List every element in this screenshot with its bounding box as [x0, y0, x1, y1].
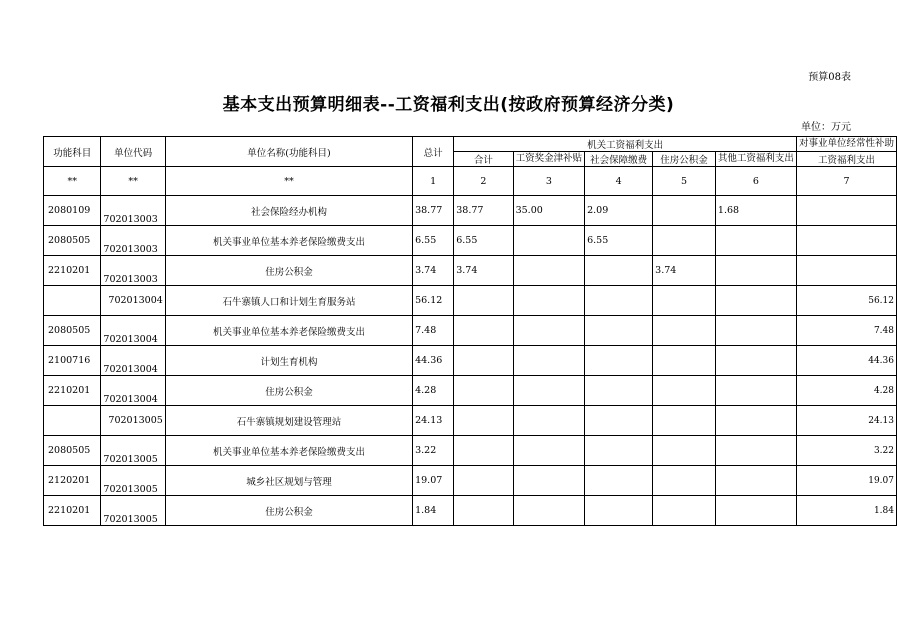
page-title: 基本支出预算明细表--工资福利支出(按政府预算经济分类): [222, 95, 675, 115]
unit-name-cell: 住房公积金: [165, 376, 412, 406]
sum-cell: [454, 346, 513, 376]
unit-code-cell: 702013004: [101, 316, 165, 346]
table-row: [44, 376, 897, 406]
other-cell: [715, 406, 796, 436]
sum-cell: [454, 286, 513, 316]
header-group-subsidy: 对事业单位经常性补助: [796, 137, 896, 152]
func-code-cell: 2080505: [44, 436, 101, 466]
subsidy-wage-cell: [796, 226, 896, 256]
wage-cell: [513, 496, 585, 526]
unit-code-cell: 702013005: [101, 436, 165, 466]
table-row: [44, 496, 897, 526]
unit-code-cell: 702013005: [101, 466, 165, 496]
index-cell: 1: [413, 167, 454, 196]
func-code-cell: [44, 286, 101, 316]
func-code-cell: 2210201: [44, 376, 101, 406]
social-cell: [585, 376, 653, 406]
sum-cell: [454, 376, 513, 406]
unit-name-cell: 石牛寨镇规划建设管理站: [165, 406, 412, 436]
housing-cell: [653, 316, 716, 346]
func-code-cell: 2080505: [44, 226, 101, 256]
social-cell: [585, 406, 653, 436]
sum-cell: [454, 316, 513, 346]
housing-cell: [653, 196, 716, 226]
func-code-cell: 2100716: [44, 346, 101, 376]
housing-cell: [653, 376, 716, 406]
total-cell: 56.12: [413, 286, 454, 316]
func-code-cell: 2080109: [44, 196, 101, 226]
other-cell: [715, 496, 796, 526]
unit-name-cell: 住房公积金: [165, 256, 412, 286]
func-code-cell: 2210201: [44, 496, 101, 526]
table-row: [44, 196, 897, 226]
wage-cell: [513, 436, 585, 466]
index-cell: **: [44, 167, 101, 196]
other-cell: [715, 466, 796, 496]
header-sum: 合计: [454, 152, 513, 167]
unit-name-cell: 计划生育机构: [165, 346, 412, 376]
unit-name-cell: 机关事业单位基本养老保险缴费支出: [165, 226, 412, 256]
subsidy-wage-cell: 56.12: [796, 286, 896, 316]
sum-cell: [454, 466, 513, 496]
social-cell: [585, 286, 653, 316]
wage-cell: 35.00: [513, 196, 585, 226]
other-cell: 1.68: [715, 196, 796, 226]
total-cell: 7.48: [413, 316, 454, 346]
table-row: [44, 346, 897, 376]
wage-cell: [513, 226, 585, 256]
unit-name-cell: 机关事业单位基本养老保险缴费支出: [165, 316, 412, 346]
total-cell: 24.13: [413, 406, 454, 436]
housing-cell: [653, 346, 716, 376]
header-func-code: 功能科目: [44, 137, 101, 167]
index-cell: 2: [454, 167, 513, 196]
unit-label: 单位：万元: [801, 122, 851, 133]
total-cell: 19.07: [413, 466, 454, 496]
wage-cell: [513, 316, 585, 346]
unit-code-cell: 702013005: [101, 496, 165, 526]
index-cell: 5: [653, 167, 716, 196]
unit-code-cell: 702013004: [101, 346, 165, 376]
social-cell: [585, 496, 653, 526]
header-subsidy-wage: 工资福利支出: [796, 152, 896, 167]
other-cell: [715, 316, 796, 346]
wage-cell: [513, 346, 585, 376]
subsidy-wage-cell: 44.36: [796, 346, 896, 376]
index-cell: 7: [796, 167, 896, 196]
wage-cell: [513, 376, 585, 406]
table-row: [44, 466, 897, 496]
header-social: 社会保障缴费: [585, 152, 653, 167]
sum-cell: [454, 406, 513, 436]
index-cell: 3: [513, 167, 585, 196]
unit-code-cell: 702013005: [101, 406, 165, 436]
housing-cell: [653, 286, 716, 316]
housing-cell: [653, 406, 716, 436]
index-cell: **: [101, 167, 165, 196]
header-group-org: 机关工资福利支出: [454, 137, 797, 152]
unit-code-cell: 702013003: [101, 256, 165, 286]
header-unit-name: 单位名称(功能科目): [165, 137, 412, 167]
housing-cell: [653, 436, 716, 466]
subsidy-wage-cell: [796, 196, 896, 226]
unit-name-cell: 住房公积金: [165, 496, 412, 526]
housing-cell: 3.74: [653, 256, 716, 286]
budget-table: [43, 136, 897, 526]
total-cell: 1.84: [413, 496, 454, 526]
table-row: [44, 436, 897, 466]
header-housing: 住房公积金: [653, 152, 716, 167]
social-cell: [585, 436, 653, 466]
wage-cell: [513, 256, 585, 286]
unit-code-cell: 702013003: [101, 226, 165, 256]
table-row: [44, 406, 897, 436]
other-cell: [715, 346, 796, 376]
subsidy-wage-cell: 1.84: [796, 496, 896, 526]
unit-code-cell: 702013003: [101, 196, 165, 226]
social-cell: [585, 466, 653, 496]
total-cell: 3.22: [413, 436, 454, 466]
subsidy-wage-cell: [796, 256, 896, 286]
unit-name-cell: 城乡社区规划与管理: [165, 466, 412, 496]
wage-cell: [513, 406, 585, 436]
other-cell: [715, 376, 796, 406]
social-cell: [585, 316, 653, 346]
social-cell: [585, 256, 653, 286]
subsidy-wage-cell: 4.28: [796, 376, 896, 406]
subsidy-wage-cell: 19.07: [796, 466, 896, 496]
total-cell: 3.74: [413, 256, 454, 286]
index-cell: 6: [715, 167, 796, 196]
table-row: [44, 226, 897, 256]
total-cell: 44.36: [413, 346, 454, 376]
unit-code-cell: 702013004: [101, 286, 165, 316]
form-code: 预算08表: [808, 72, 851, 83]
sum-cell: [454, 436, 513, 466]
func-code-cell: [44, 406, 101, 436]
other-cell: [715, 436, 796, 466]
sum-cell: 3.74: [454, 256, 513, 286]
unit-code-cell: 702013004: [101, 376, 165, 406]
sum-cell: 6.55: [454, 226, 513, 256]
table-row: [44, 286, 897, 316]
other-cell: [715, 286, 796, 316]
other-cell: [715, 226, 796, 256]
table-row: [44, 256, 897, 286]
header-wage: 工资奖金津补贴: [513, 152, 585, 167]
social-cell: 2.09: [585, 196, 653, 226]
subsidy-wage-cell: 3.22: [796, 436, 896, 466]
func-code-cell: 2080505: [44, 316, 101, 346]
housing-cell: [653, 466, 716, 496]
unit-name-cell: 机关事业单位基本养老保险缴费支出: [165, 436, 412, 466]
func-code-cell: 2210201: [44, 256, 101, 286]
sum-cell: 38.77: [454, 196, 513, 226]
index-cell: 4: [585, 167, 653, 196]
wage-cell: [513, 466, 585, 496]
unit-name-cell: 社会保险经办机构: [165, 196, 412, 226]
header-unit-code: 单位代码: [101, 137, 165, 167]
total-cell: 38.77: [413, 196, 454, 226]
total-cell: 4.28: [413, 376, 454, 406]
subsidy-wage-cell: 7.48: [796, 316, 896, 346]
housing-cell: [653, 226, 716, 256]
housing-cell: [653, 496, 716, 526]
header-other: 其他工资福利支出: [715, 152, 796, 167]
table-row: [44, 316, 897, 346]
header-total: 总计: [413, 137, 454, 167]
total-cell: 6.55: [413, 226, 454, 256]
wage-cell: [513, 286, 585, 316]
index-cell: **: [165, 167, 412, 196]
social-cell: 6.55: [585, 226, 653, 256]
subsidy-wage-cell: 24.13: [796, 406, 896, 436]
social-cell: [585, 346, 653, 376]
unit-name-cell: 石牛寨镇人口和计划生育服务站: [165, 286, 412, 316]
func-code-cell: 2120201: [44, 466, 101, 496]
sum-cell: [454, 496, 513, 526]
other-cell: [715, 256, 796, 286]
